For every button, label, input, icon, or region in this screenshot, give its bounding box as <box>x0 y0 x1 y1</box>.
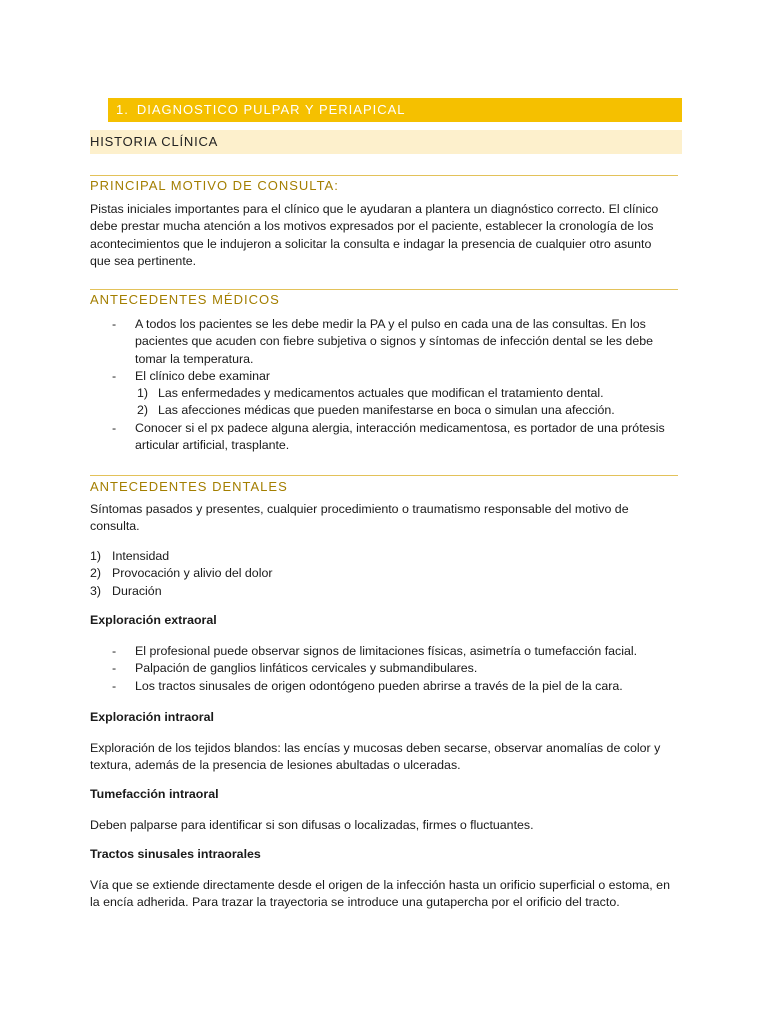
list-item <box>90 420 680 455</box>
chapter-number: 1. <box>116 102 129 117</box>
dash-bullet: - <box>112 368 117 383</box>
text-line: acontecimientos que le indujeron a solicitar la consulta e indagar la presencia de cualquier otro asunto <box>90 236 652 251</box>
intraoral-paragraph <box>90 740 680 775</box>
motivo-heading: PRINCIPAL MOTIVO DE CONSULTA: <box>90 178 339 193</box>
item-text: Provocación y alivio del dolor <box>112 566 273 581</box>
tumefaccion-heading: Tumefacción intraoral <box>90 787 219 801</box>
text-line: Exploración de los tejidos blandos: las encías y mucosas deben secarse, observar anomalías de color y <box>90 741 661 755</box>
numbered-item <box>135 385 680 402</box>
text-line: Los tractos sinusales de origen odontógeno pueden abrirse a través de la piel de la cara. <box>135 678 623 693</box>
section-divider <box>90 289 678 290</box>
numbered-item <box>90 548 680 565</box>
chapter-title: DIAGNOSTICO PULPAR Y PERIAPICAL <box>136 102 406 117</box>
medicos-list <box>90 316 680 454</box>
medicos-heading: ANTECEDENTES MÉDICOS <box>90 292 280 307</box>
tractos-paragraph <box>90 877 680 912</box>
text-line: consulta. <box>90 519 140 534</box>
item-number: 1) <box>137 386 149 401</box>
text-line: Pistas iniciales importantes para el clínico que le ayudaran a plantera un diagnóstico correcto. El clínico <box>90 202 659 216</box>
item-text: Duración <box>112 583 162 598</box>
text-line: la encía adherida. Para trazar la trayectoria se introduce una gutapercha por el orificio del tracto. <box>90 895 620 910</box>
item-number: 3) <box>90 583 102 598</box>
dentales-numbered-list <box>90 548 680 600</box>
text-line: Vía que se extiende directamente desde el origen de la infección hasta un orificio superficial o estoma, en <box>90 878 670 892</box>
motivo-paragraph <box>90 201 680 270</box>
text-line: Palpación de ganglios linfáticos cervicales y submandibulares. <box>135 661 478 676</box>
intraoral-heading: Exploración intraoral <box>90 710 214 724</box>
numbered-item <box>90 583 680 600</box>
text-line: pacientes que acuden con fiebre subjetiva o signos y síntomas de infección dental se les debe <box>135 334 653 349</box>
item-number: 2) <box>90 566 102 581</box>
tumefaccion-paragraph: Deben palparse para identificar si son difusas o localizadas, firmes o fluctuantes. <box>90 818 534 832</box>
text-line: articular artificial, trasplante. <box>135 438 290 453</box>
text-line: El clínico debe examinar <box>135 368 270 383</box>
text-line: A todos los pacientes se les debe medir la PA y el pulso en cada una de las consultas. En los <box>135 317 646 331</box>
numbered-item <box>135 402 680 419</box>
chapter-banner <box>108 98 682 122</box>
item-text: Las enfermedades y medicamentos actuales que modifican el tratamiento dental. <box>158 386 604 401</box>
dash-bullet: - <box>112 420 117 435</box>
list-item <box>90 660 680 677</box>
historia-clinica-heading: HISTORIA CLÍNICA <box>90 130 682 154</box>
text-line: que sea pertinente. <box>90 253 197 268</box>
text-line: El profesional puede observar signos de limitaciones físicas, asimetría o tumefacción facial. <box>135 644 638 658</box>
text-line: textura, además de la presencia de lesiones abultadas o ulceradas. <box>90 758 461 773</box>
list-item <box>90 368 680 385</box>
item-number: 1) <box>90 549 102 563</box>
item-text: Las afecciones médicas que pueden manifestarse en boca o simulan una afección. <box>158 403 615 418</box>
item-text: Intensidad <box>112 549 170 563</box>
numbered-item <box>90 565 680 582</box>
extraoral-heading: Exploración extraoral <box>90 613 217 627</box>
list-item <box>90 316 680 368</box>
text-line: Conocer si el px padece alguna alergia, interacción medicamentosa, es portador de una prótesis <box>135 420 665 435</box>
section-divider <box>90 475 678 476</box>
text-line: Síntomas pasados y presentes, cualquier procedimiento o traumatismo responsable del motivo de <box>90 502 629 516</box>
list-item <box>90 643 680 660</box>
list-item <box>90 678 680 695</box>
dash-bullet: - <box>112 678 117 693</box>
extraoral-list <box>90 643 680 695</box>
section-divider <box>90 175 678 176</box>
text-line: debe prestar mucha atención a los motivos expresados por el paciente, establecer la cronología de los <box>90 219 654 234</box>
dentales-heading: ANTECEDENTES DENTALES <box>90 479 288 494</box>
dentales-paragraph <box>90 501 680 536</box>
text-line: tomar la temperatura. <box>135 351 254 366</box>
dash-bullet: - <box>112 661 117 676</box>
dash-bullet: - <box>112 644 117 658</box>
dash-bullet: - <box>112 317 117 331</box>
item-number: 2) <box>137 403 149 418</box>
tractos-heading: Tractos sinusales intraorales <box>90 847 261 861</box>
